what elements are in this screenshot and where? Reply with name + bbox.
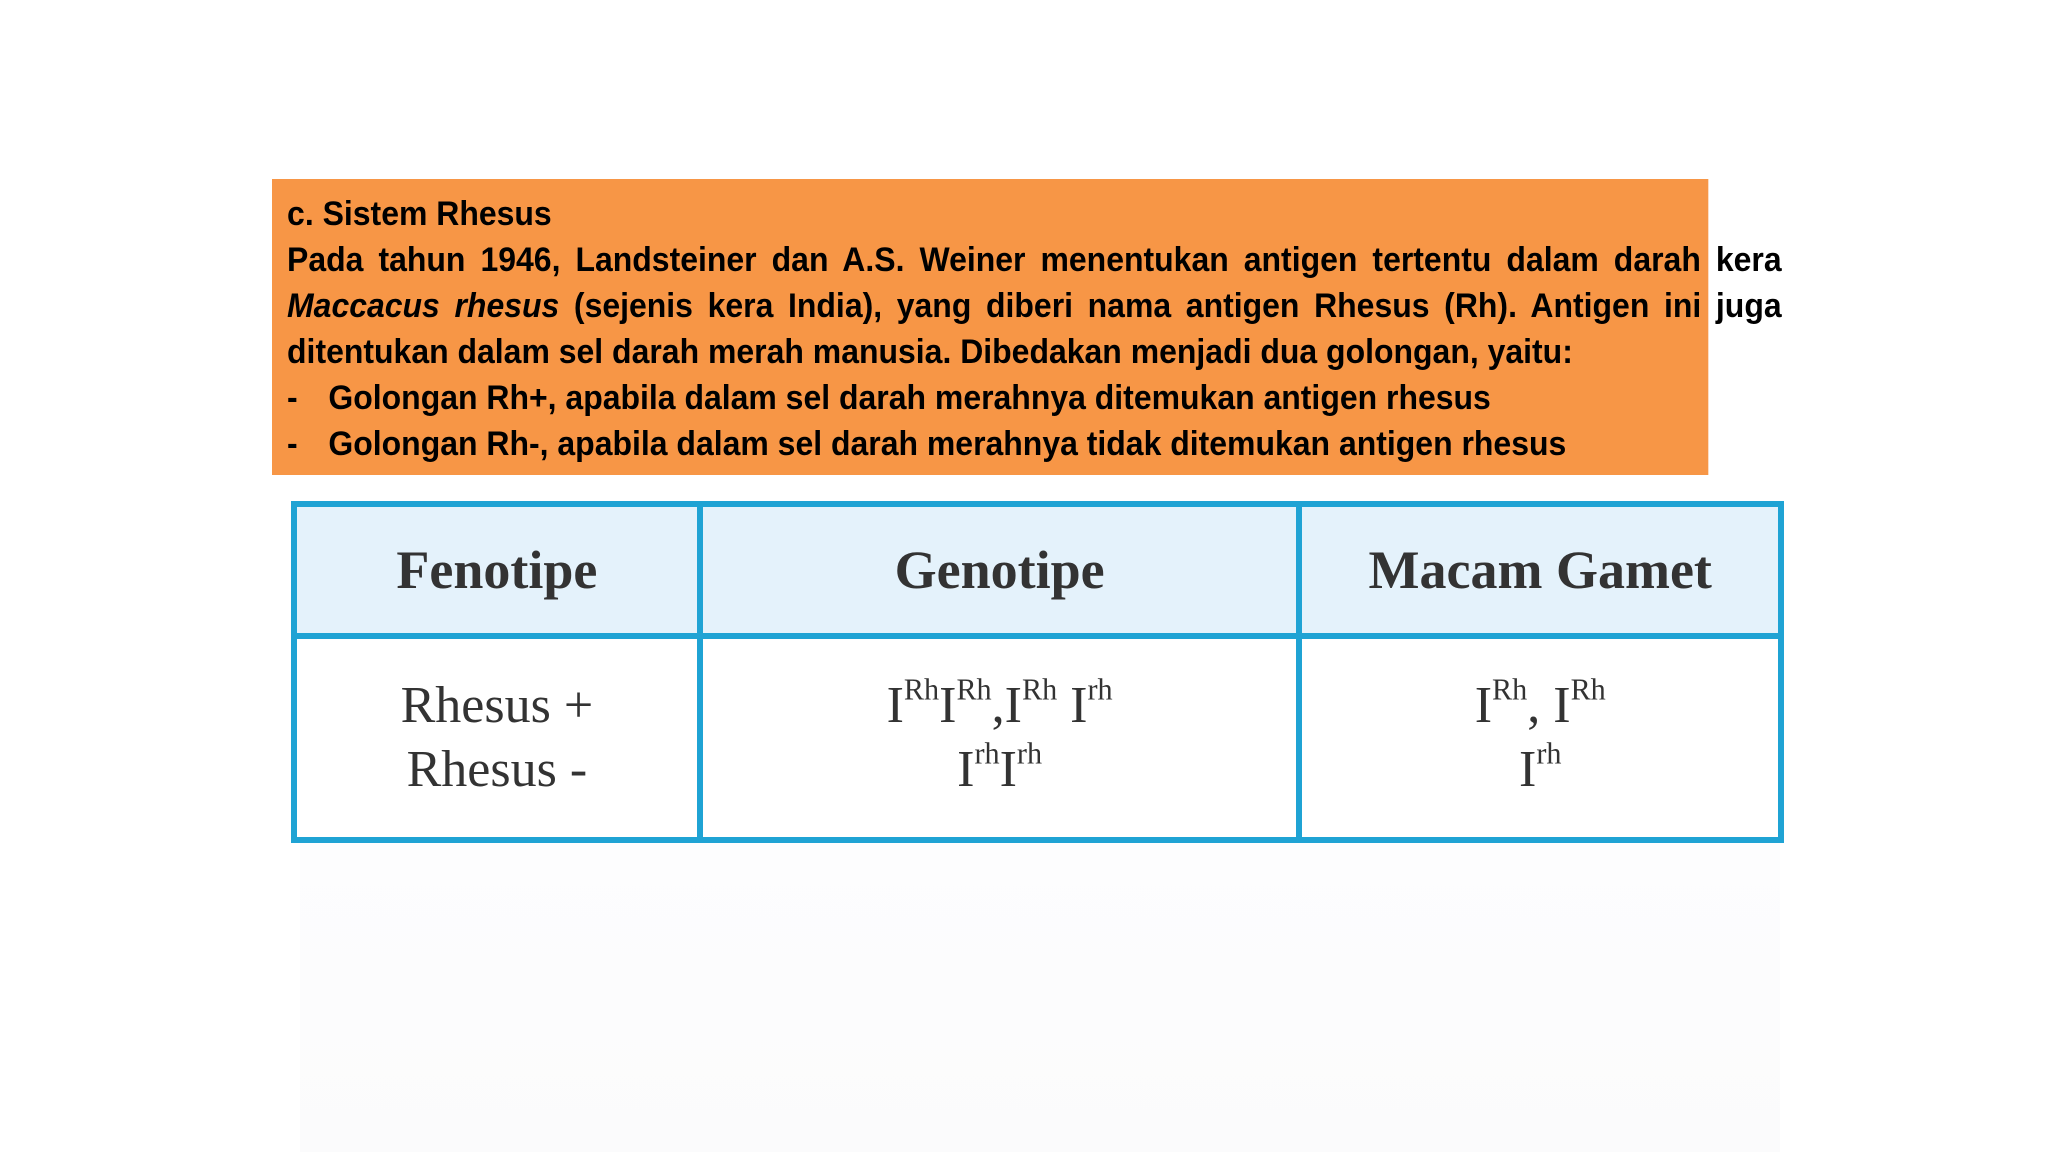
header-fenotipe: Fenotipe bbox=[294, 504, 700, 636]
paragraph-text-start: Pada tahun 1946, Landsteiner dan A.S. Weiner menentukan antigen tertentu dalam darah kera bbox=[287, 241, 1782, 279]
allele-base: I bbox=[1474, 677, 1493, 734]
allele-base: I bbox=[1070, 677, 1088, 734]
bullet-rh-negative bbox=[287, 421, 1782, 467]
allele-base: I bbox=[1553, 677, 1571, 734]
image-background-area bbox=[300, 843, 1780, 1152]
header-genotipe: Genotipe bbox=[700, 504, 1300, 636]
bullet-text: Golongan Rh+, apabila dalam sel darah merahnya ditemukan antigen rhesus bbox=[328, 379, 1491, 417]
gamet-separator: , bbox=[1527, 677, 1541, 734]
section-heading: c. Sistem Rhesus bbox=[287, 195, 552, 233]
table-row bbox=[294, 636, 1781, 840]
gamet-rhesus-negative bbox=[1303, 738, 1777, 802]
fenotipe-rhesus-positive: Rhesus + bbox=[400, 677, 594, 734]
allele-base: I bbox=[939, 677, 957, 734]
allele-superscript: Rh bbox=[1570, 672, 1606, 707]
fenotipe-rhesus-negative: Rhesus - bbox=[406, 741, 588, 798]
rhesus-table bbox=[291, 501, 1784, 843]
genotype-separator: , bbox=[991, 677, 1005, 734]
allele-superscript: Rh bbox=[1492, 672, 1528, 707]
gamet-cell bbox=[1299, 636, 1781, 840]
allele-superscript: rh bbox=[1536, 736, 1562, 771]
allele-base: I bbox=[999, 741, 1017, 798]
species-name: Maccacus rhesus bbox=[287, 287, 560, 325]
genotipe-rhesus-negative bbox=[704, 738, 1296, 802]
allele-superscript: rh bbox=[1087, 672, 1113, 707]
allele-superscript: rh bbox=[974, 736, 1000, 771]
intro-paragraph bbox=[287, 237, 1782, 375]
allele-base: I bbox=[957, 741, 975, 798]
info-box-content bbox=[287, 191, 1782, 467]
genotipe-rhesus-positive bbox=[704, 674, 1296, 738]
fenotipe-cell bbox=[294, 636, 700, 840]
table-header-row bbox=[294, 504, 1781, 636]
rhesus-info-box bbox=[272, 179, 1782, 475]
allele-superscript: rh bbox=[1016, 736, 1043, 771]
allele-base: I bbox=[886, 677, 904, 734]
header-macam-gamet: Macam Gamet bbox=[1299, 504, 1781, 636]
allele-superscript: Rh bbox=[1021, 672, 1058, 707]
bullet-marker: - bbox=[287, 425, 298, 463]
allele-base: I bbox=[1004, 677, 1022, 734]
allele-superscript: Rh bbox=[903, 672, 940, 707]
allele-superscript: Rh bbox=[956, 672, 992, 707]
bullet-rh-positive bbox=[287, 375, 1782, 421]
allele-base: I bbox=[1519, 741, 1537, 798]
gamet-rhesus-positive bbox=[1303, 674, 1777, 738]
paragraph-text-end: (sejenis kera India), yang diberi nama antigen Rhesus (Rh). Antigen ini juga ditentukan dalam sel darah merah manusia. Dibedakan menjadi dua golongan, yaitu: bbox=[287, 287, 1782, 371]
genotipe-cell bbox=[700, 636, 1300, 840]
bullet-text: Golongan Rh-, apabila dalam sel darah merahnya tidak ditemukan antigen rhesus bbox=[328, 425, 1567, 463]
bullet-marker: - bbox=[287, 379, 298, 417]
rhesus-table-container bbox=[291, 501, 1784, 843]
